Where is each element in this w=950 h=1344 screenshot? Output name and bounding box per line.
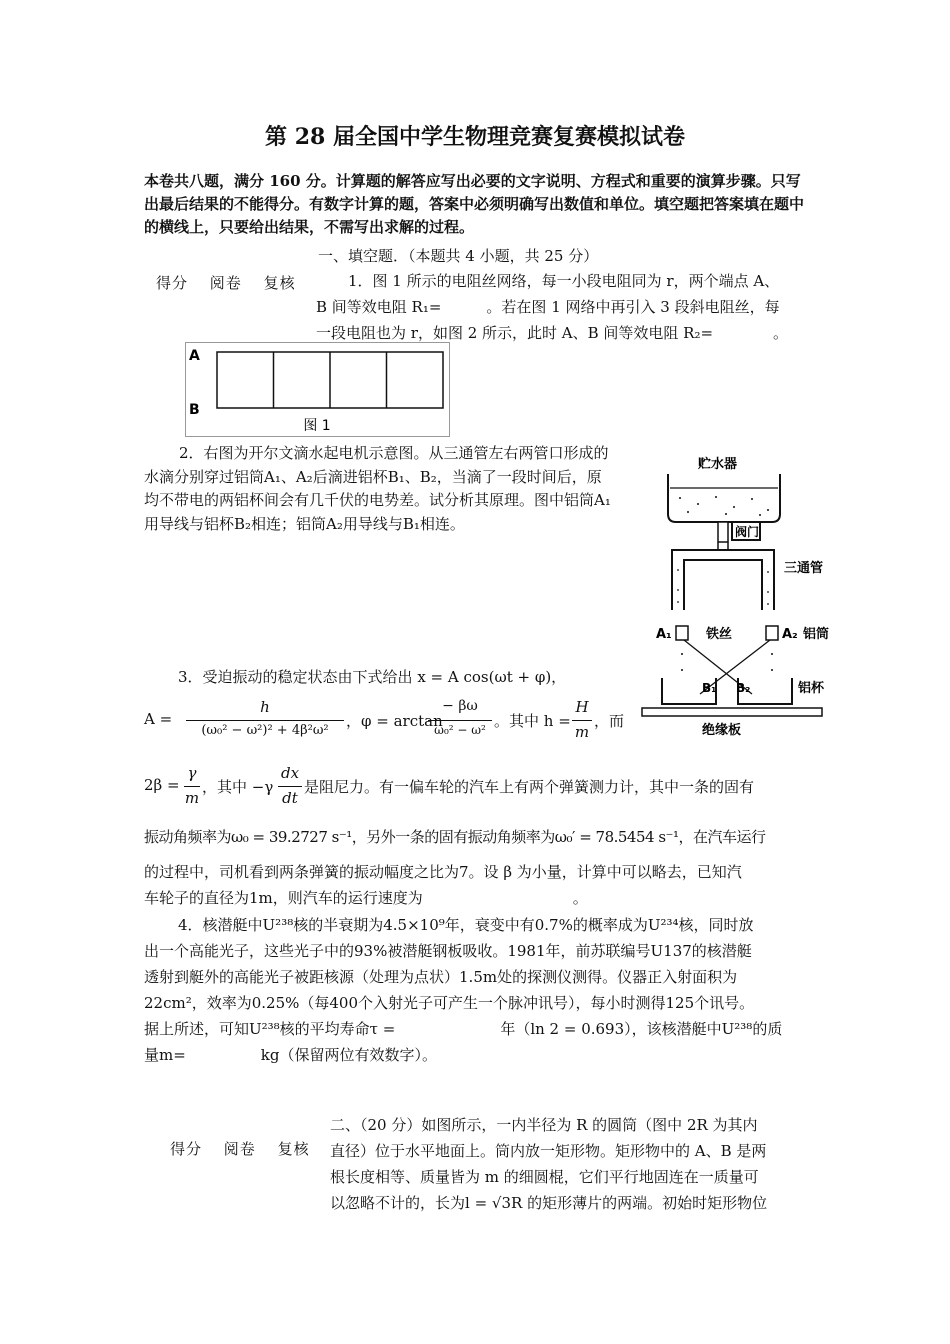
page-title: 第 28 届全国中学生物理竞赛复赛模拟试卷: [265, 124, 685, 150]
q3-amplitude-fraction: [186, 698, 344, 738]
kelvin-label-tube: 铝筒: [803, 627, 830, 642]
q4-line1: 4．核潜艇中U²³⁸核的半衰期为4.5×10⁹年，衰变中有0.7%的概率成为U²³⁴核，同时放: [178, 916, 754, 934]
q3-beta-bar: [184, 786, 200, 787]
grade-label-check: 复核: [277, 1140, 310, 1158]
q2-text: 2．右图为开尔文滴水起电机示意图。从三通管左右两管口形成的水滴分别穿过铝筒A₁、A₂后滴进铝杯B₁、B₂，当滴了一段时间后，原均不带电的两铝杯间会有几千伏的电势差。试分析其原理。图中铝筒A₁用导线与铝杯B₂相连；铝筒A₂用导线与B₁相连。: [144, 444, 611, 533]
kelvin-label-board: 绝缘板: [702, 723, 742, 738]
q3-line1: 3．受迫振动的稳定状态由下式给出 x = A cos(ωt + φ)，: [178, 668, 567, 686]
figure-kelvin-dropper: [640, 452, 840, 742]
fig1-label-b: B: [189, 402, 200, 418]
grade-label-score: 得分: [156, 274, 189, 292]
q3-derivative-numerator: dx: [280, 764, 300, 782]
q3-h-bar: [572, 720, 592, 721]
kelvin-label-tee: 三通管: [784, 561, 824, 576]
kelvin-label-b2: B₂: [736, 681, 751, 695]
q3-amplitude-lhs: A =: [144, 710, 173, 728]
s2-line2: 直径）位于水平地面上。筒内放一矩形物。矩形物中的 A、B 是两: [330, 1142, 767, 1160]
q3-amplitude-bar: [186, 720, 344, 721]
section2-grade-box: [170, 1138, 326, 1159]
kelvin-label-cup: 铝杯: [798, 681, 825, 696]
q1-line2: B 间等效电阻 R₁= 。若在图 1 网络中再引入 3 段斜电阻丝，每: [316, 298, 780, 316]
q3-damping-mid: ，其中 −γ: [202, 778, 274, 796]
q3-beta-numerator: γ: [187, 764, 197, 782]
q4-line3: 透射到艇外的高能光子被距核源（处理为点状）1.5m处的探测仪测得。仪器正入射面积为: [144, 968, 738, 986]
s2-line1: 二、（20 分）如图所示，一内半径为 R 的圆筒（图中 2R 为其内: [330, 1116, 758, 1134]
q4-line4: 22cm²，效率为0.25%（每400个入射光子可产生一个脉冲讯号），每小时测得125个讯号。: [144, 994, 755, 1012]
q3-h-numerator: H: [575, 698, 589, 716]
q3-line4: 振动角频率为ω₀ = 39.2727 s⁻¹，另外一条的固有振动角频率为ω₀′ = 78.5454 s⁻¹，在汽车运行: [144, 828, 766, 846]
q3-h-fraction: [572, 698, 592, 741]
kelvin-label-reservoir: 贮水器: [698, 457, 738, 472]
q1-line1: 1．图 1 所示的电阻丝网络，每一小段电阻同为 r，两个端点 A、: [348, 272, 780, 290]
q4-line6: 量m= kg（保留两位有效数字）。: [144, 1046, 437, 1064]
grade-label-review: 阅卷: [223, 1140, 256, 1158]
kelvin-label-wire: 铁丝: [706, 627, 733, 642]
q3-derivative-fraction: [278, 764, 302, 807]
kelvin-label-a1: A₁: [656, 627, 672, 642]
grade-label-check: 复核: [263, 274, 296, 292]
q3-beta-denominator: m: [184, 789, 200, 807]
section1-heading: 一、填空题．（本题共 4 小题，共 25 分）: [318, 247, 599, 265]
q3-amplitude-denominator: (ω₀² − ω²)² + 4β²ω²: [201, 723, 329, 738]
grade-label-score: 得分: [170, 1140, 203, 1158]
q3-phase-fraction: [428, 698, 492, 737]
q3-phase-numerator: − βω: [442, 698, 478, 714]
q3-amplitude-numerator: h: [260, 698, 270, 716]
q3-line6: 车轮子的直径为1m，则汽车的运行速度为 。: [144, 889, 588, 907]
q3-line3-tail: 是阻尼力。有一偏车轮的汽车上有两个弹簧测力计，其中一条的固有: [304, 778, 755, 796]
q4-line5: 据上所述，可知U²³⁸核的平均寿命τ = 年（ln 2 = 0.693），该核潜艇中U²³⁸的质: [144, 1020, 783, 1038]
q3-beta-fraction: [184, 764, 200, 807]
q3-derivative-denominator: dt: [282, 789, 298, 807]
fig1-caption: 图 1: [303, 418, 331, 434]
grade-label-review: 阅卷: [209, 274, 242, 292]
figure-1-resistor-grid: [185, 342, 450, 437]
q3-line5: 的过程中，司机看到两条弹簧的振动幅度之比为7。设 β 为小量，计算中可以略去，已知汽: [144, 863, 742, 881]
q1-line3: 一段电阻也为 r，如图 2 所示，此时 A、B 间等效电阻 R₂= 。: [316, 324, 789, 342]
q3-phase-denominator: ω₀² − ω²: [434, 723, 486, 737]
s2-line4: 以忽略不计的，长为l = √3R 的矩形薄片的两端。初始时矩形物位: [330, 1194, 768, 1212]
kelvin-label-a2: A₂: [782, 627, 798, 642]
fig1-label-a: A: [189, 348, 200, 364]
kelvin-label-valve: 阀门: [735, 525, 760, 539]
q3-h-tail: ，而: [594, 712, 625, 730]
s2-line3: 根长度相等、质量皆为 m 的细圆棍，它们平行地固连在一质量可: [330, 1168, 759, 1186]
q3-phase-bar: [428, 720, 492, 721]
section1-grade-box: [156, 272, 312, 293]
q3-beta-lhs: 2β =: [144, 776, 180, 794]
q3-derivative-bar: [278, 786, 302, 787]
q3-h-lhs: 。其中 h =: [494, 712, 571, 730]
q3-h-denominator: m: [574, 723, 590, 741]
exam-instructions: 本卷共八题，满分 160 分。计算题的解答应写出必要的文字说明、方程式和重要的演算步骤。只写出最后结果的不能得分。有数字计算的题，答案中必须明确写出数值和单位。填空题把答案填在题中的横线上，只要给出结果，不需写出求解的过程。: [144, 172, 805, 236]
q3-phase-lhs: ，φ = arctan: [346, 712, 443, 730]
q4-line2: 出一个高能光子，这些光子中的93%被潜艇钢板吸收。1981年，前苏联编号U137的核潜艇: [144, 942, 752, 960]
kelvin-label-b1: B₁: [702, 681, 717, 695]
